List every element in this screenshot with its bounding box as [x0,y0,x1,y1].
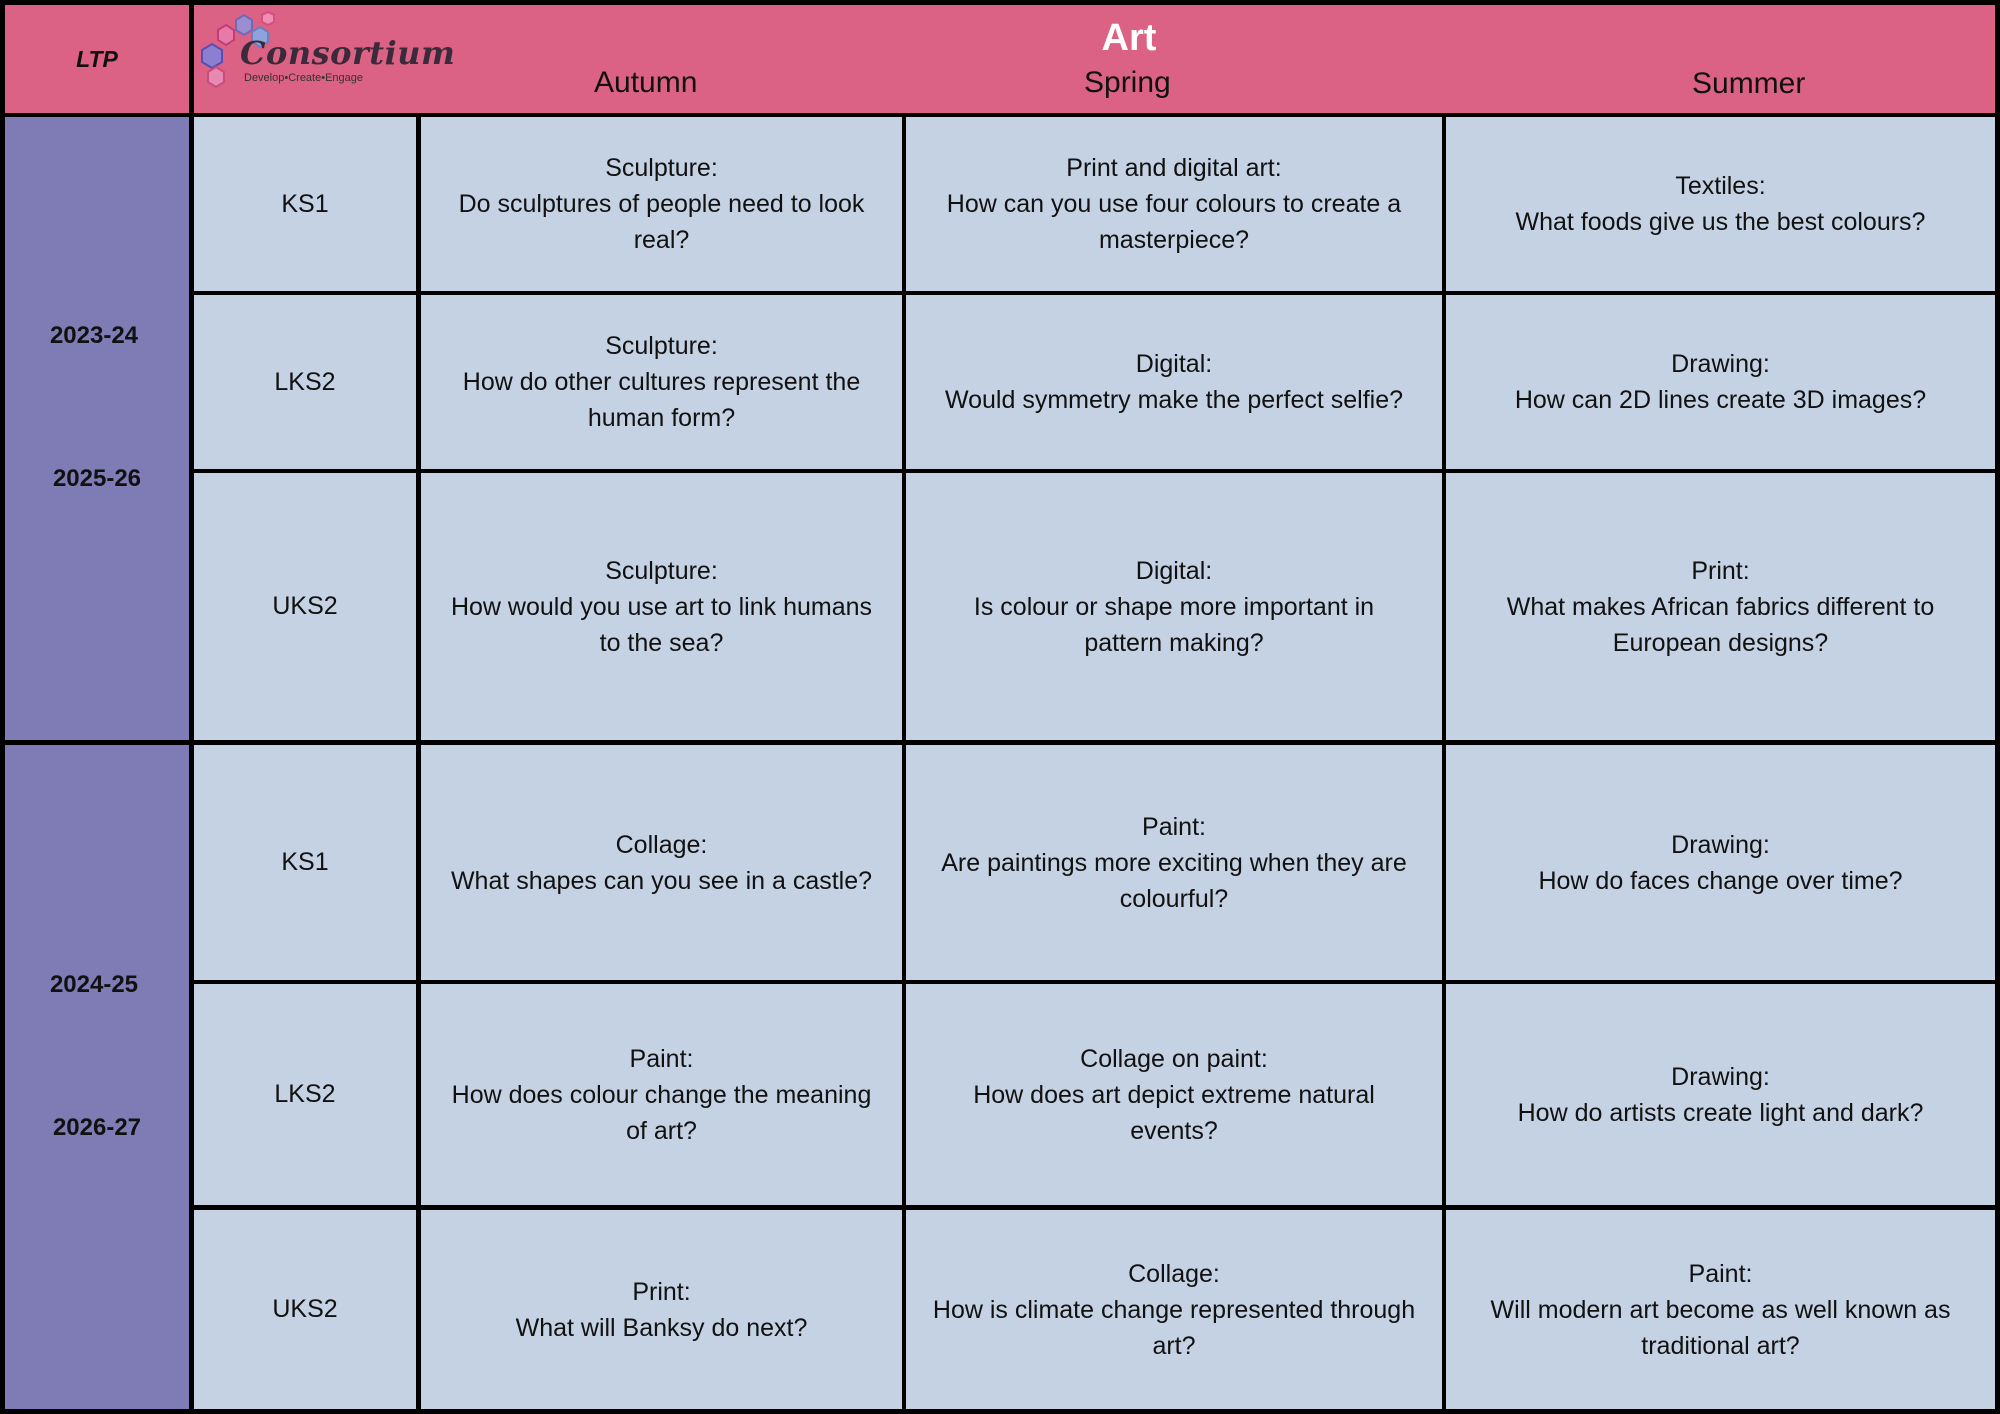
topic-label: Sculpture: [605,556,718,585]
topic-cell-spring [906,745,1442,980]
topic-label: Digital: [1135,350,1213,378]
topic-label: Collage on paint: [1080,1044,1268,1073]
topic-question: How do other cultures represent the human form? [462,368,861,432]
topic-cell-spring [906,117,1442,291]
ltp-label: LTP [76,45,118,72]
subject-header [194,5,1995,113]
topic-label: Print and digital art: [1066,154,1282,182]
year-label: 2024-25 [49,971,139,998]
topic-cell-summer [1446,473,1995,740]
topic-label: Sculpture: [605,332,718,360]
topic-cell-autumn [421,117,902,291]
topic-question: What makes African fabrics different to European designs? [1506,592,1935,657]
stage-cell [194,117,416,291]
year-label: 2023-24 [49,322,139,349]
year-band-cycle-2 [5,745,189,1409]
topic-question: What will Banksy do next? [515,1313,808,1342]
topic-cell-summer [1446,295,1995,469]
topic-question: How is climate change represented through art? [932,1295,1416,1360]
subject-title: Art [1101,17,1157,59]
topic-question: Is colour or shape more important in pattern making? [973,592,1375,657]
topic-question: What foods give us the best colours? [1515,208,1926,236]
topic-question: Would symmetry make the perfect selfie? [944,386,1404,414]
season-spring: Spring [1084,66,1171,99]
stage-label: UKS2 [272,592,338,620]
stage-label: UKS2 [272,1295,338,1323]
topic-question: Will modern art become as well known as traditional art? [1490,1295,1951,1360]
topic-label: Sculpture: [605,154,718,182]
topic-question: How does art depict extreme natural events? [973,1080,1375,1145]
topic-question: How can 2D lines create 3D images? [1514,386,1927,414]
stage-label: KS1 [281,848,329,876]
topic-question: How would you use art to link humans to the sea? [450,592,873,657]
consortium-logo [198,10,456,90]
topic-question: How do faces change over time? [1538,866,1903,895]
ltp-header-cell [5,5,189,113]
topic-cell-summer [1446,984,1995,1205]
topic-question: Are paintings more exciting when they are colourful? [941,848,1407,913]
topic-label: Print: [632,1277,691,1306]
topic-label: Drawing: [1671,830,1770,859]
topic-label: Paint: [1142,812,1206,841]
year-label: 2025-26 [52,465,142,492]
season-summer: Summer [1692,67,1806,100]
year-label: 2026-27 [52,1114,142,1141]
topic-cell-autumn [421,984,902,1205]
stage-label: KS1 [281,189,329,218]
year-band-cycle-1 [5,117,189,740]
topic-question: What shapes can you see in a castle? [450,866,873,895]
stage-cell [194,295,416,469]
stage-cell [194,473,416,740]
topic-label: Drawing: [1671,350,1770,378]
topic-label: Collage: [1128,1259,1220,1288]
topic-cell-autumn [421,473,902,740]
topic-label: Paint: [629,1044,694,1073]
topic-question: How do artists create light and dark? [1517,1098,1924,1127]
topic-label: Paint: [1688,1259,1753,1288]
stage-cell [194,1210,416,1409]
topic-question: Do sculptures of people need to look real? [458,190,865,254]
topic-question: How can you use four colours to create a masterpiece? [946,190,1402,254]
topic-cell-summer [1446,117,1995,291]
topic-cell-spring [906,295,1442,469]
logo-wordmark: Consortium [240,34,456,72]
stage-cell [194,745,416,980]
stage-cell [194,984,416,1205]
topic-question: How does colour change the meaning of art? [451,1080,872,1145]
stage-label: LKS2 [274,367,336,396]
topic-cell-autumn [421,1210,902,1409]
topic-cell-summer [1446,1210,1995,1409]
topic-label: Drawing: [1671,1062,1770,1091]
stage-label: LKS2 [274,1080,336,1108]
topic-cell-autumn [421,295,902,469]
topic-cell-spring [906,1210,1442,1409]
topic-label: Collage: [615,830,708,859]
logo-tagline: Develop•Create•Engage [244,72,364,84]
season-autumn: Autumn [594,66,698,99]
topic-label: Print: [1691,556,1750,585]
topic-cell-autumn [421,745,902,980]
topic-cell-spring [906,473,1442,740]
topic-label: Textiles: [1675,172,1766,200]
topic-cell-summer [1446,745,1995,980]
topic-label: Digital: [1135,556,1213,585]
topic-cell-spring [906,984,1442,1205]
